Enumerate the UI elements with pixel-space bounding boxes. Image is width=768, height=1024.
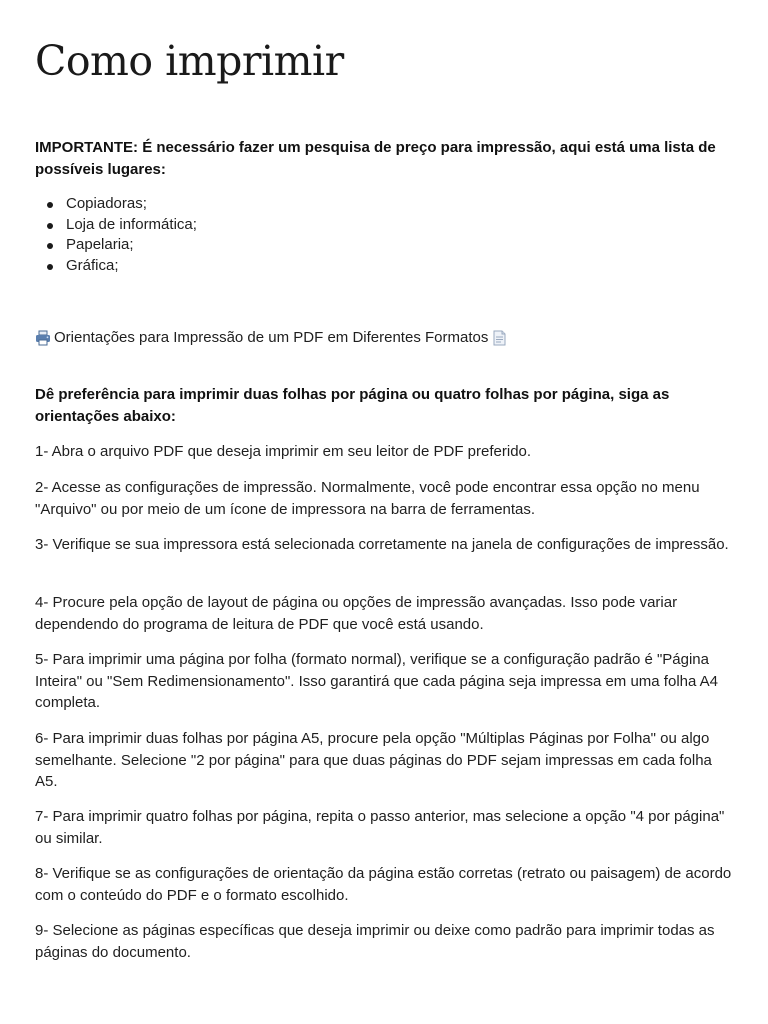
list-item: Copiadoras; — [35, 194, 197, 215]
orientation-heading-text: Orientações para Impressão de um PDF em Diferentes Formatos — [54, 329, 489, 346]
step-9: 9- Selecione as páginas específicas que deseja imprimir ou deixe como padrão para imprimir todas as páginas do documento. — [35, 922, 715, 961]
list-item: Loja de informática; — [35, 215, 197, 236]
step-6: 6- Para imprimir duas folhas por página A5, procure pela opção "Múltiplas Páginas por Folha" ou algo semelhante. Selecione "2 por página" para que duas páginas do PDF sejam impressas em cada folha A5. — [35, 730, 712, 790]
step-3: 3- Verifique se sua impressora está selecionada corretamente na janela de configurações de impressão. — [35, 536, 729, 553]
preference-note: Dê preferência para imprimir duas folhas por página ou quatro folhas por página, siga as orientações abaixo: — [35, 386, 670, 425]
important-note: IMPORTANTE: É necessário fazer um pesquisa de preço para impressão, aqui está uma lista de possíveis lugares: — [35, 139, 716, 178]
list-item: Gráfica; — [35, 256, 197, 277]
places-list — [35, 194, 197, 276]
printer-icon — [35, 330, 51, 346]
step-1: 1- Abra o arquivo PDF que deseja imprimir em seu leitor de PDF preferido. — [35, 443, 532, 460]
step-7: 7- Para imprimir quatro folhas por página, repita o passo anterior, mas selecione a opção "4 por página" ou similar. — [35, 808, 725, 847]
list-item: Papelaria; — [35, 235, 197, 256]
document-icon — [492, 330, 507, 346]
step-4: 4- Procure pela opção de layout de página ou opções de impressão avançadas. Isso pode variar dependendo do programa de leitura de PDF que você está usando. — [35, 594, 678, 633]
step-2: 2- Acesse as configurações de impressão. Normalmente, você pode encontrar essa opção no menu "Arquivo" ou por meio de um ícone de impressora na barra de ferramentas. — [35, 479, 700, 518]
orientation-heading — [35, 327, 507, 348]
step-5: 5- Para imprimir uma página por folha (formato normal), verifique se a configuração padrão é "Página Inteira" ou "Sem Redimensionamento". Isso garantirá que cada página seja impressa em uma folha A4 completa. — [35, 651, 719, 711]
step-8: 8- Verifique se as configurações de orientação da página estão corretas (retrato ou paisagem) de acordo com o conteúdo do PDF e o formato escolhido. — [35, 865, 732, 904]
page-title: Como imprimir — [35, 37, 344, 85]
